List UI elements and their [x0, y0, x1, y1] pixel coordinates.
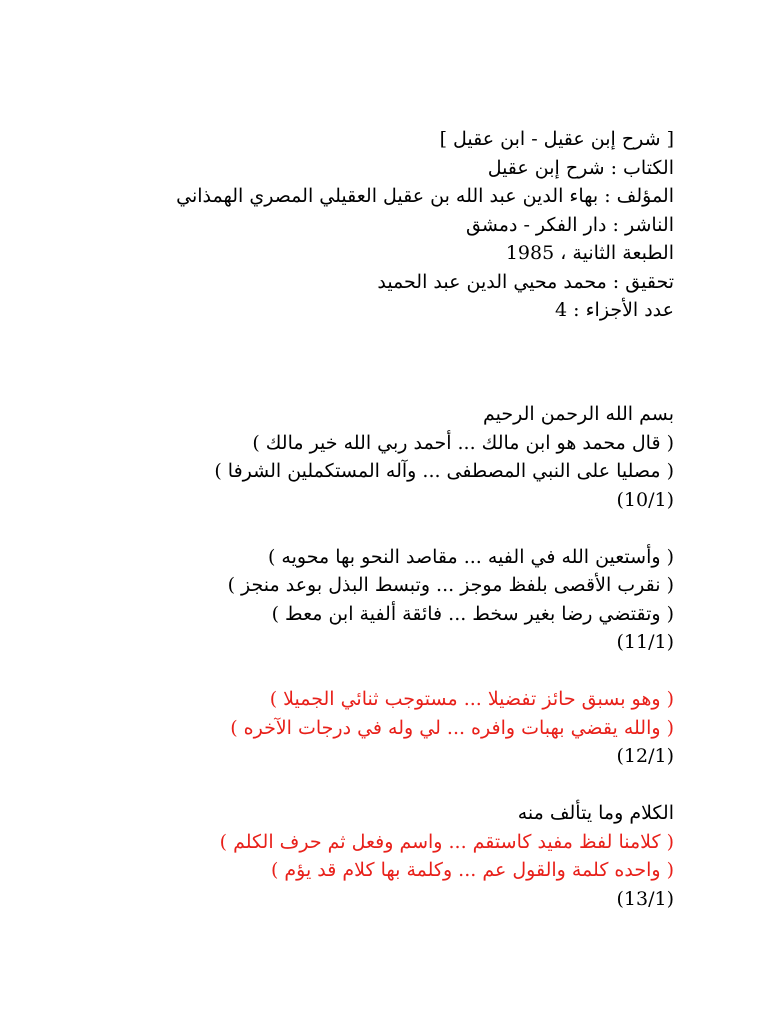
book-author: المؤلف : بهاء الدين عبد الله بن عقيل العقيلي المصري الهمذاني [176, 185, 674, 207]
book-edition: الطبعة الثانية ، 1985 [505, 242, 674, 264]
verse-highlighted: ( والله يقضي بهبات وافره ... لي وله في درجات الآخره ) [230, 716, 674, 739]
page-reference: (12/1) [616, 745, 674, 767]
page-reference: (10/1) [616, 488, 674, 511]
spacer [94, 514, 674, 543]
page-reference: (11/1) [616, 631, 674, 653]
book-volumes: عدد الأجزاء : 4 [555, 299, 674, 321]
page-reference: (13/1) [616, 887, 674, 910]
book-title: [ شرح إبن عقيل - ابن عقيل ] [439, 128, 674, 150]
verse: ( نقرب الأقصى بلفظ موجز ... وتبسط البذل بوعد منجز ) [227, 574, 674, 596]
verse: ( قال محمد هو ابن مالك ... أحمد ربي الله خير مالك ) [252, 431, 674, 454]
spacer [94, 372, 674, 401]
book-name: الكتاب : شرح إبن عقيل [487, 156, 674, 179]
spacer [94, 771, 674, 800]
verse: ( وتقتضي رضا بغير سخط ... فائقة ألفية ابن معط ) [271, 602, 674, 625]
verse-highlighted: ( كلامنا لفظ مفيد كاستقم ... واسم وفعل ثم حرف الكلم ) [219, 830, 674, 853]
verse-highlighted: ( وهو بسبق حائز تفضيلا ... مستوجب ثنائي الجميلا ) [269, 688, 674, 710]
spacer [94, 657, 674, 686]
book-publisher: الناشر : دار الفكر - دمشق [465, 213, 674, 236]
verse: ( مصليا على النبي المصطفى ... وآله المستكملين الشرفا ) [214, 460, 674, 482]
document-body [94, 125, 674, 913]
spacer [94, 325, 674, 372]
book-editor: تحقيق : محمد محيي الدين عبد الحميد [377, 270, 674, 293]
verse-highlighted: ( واحده كلمة والقول عم ... وكلمة بها كلام قد يؤم ) [270, 859, 674, 881]
chapter-heading: الكلام وما يتألف منه [517, 802, 674, 824]
basmala: بسم الله الرحمن الرحيم [483, 403, 674, 425]
verse: ( وأستعين الله في الفيه ... مقاصد النحو بها محويه ) [267, 545, 674, 568]
